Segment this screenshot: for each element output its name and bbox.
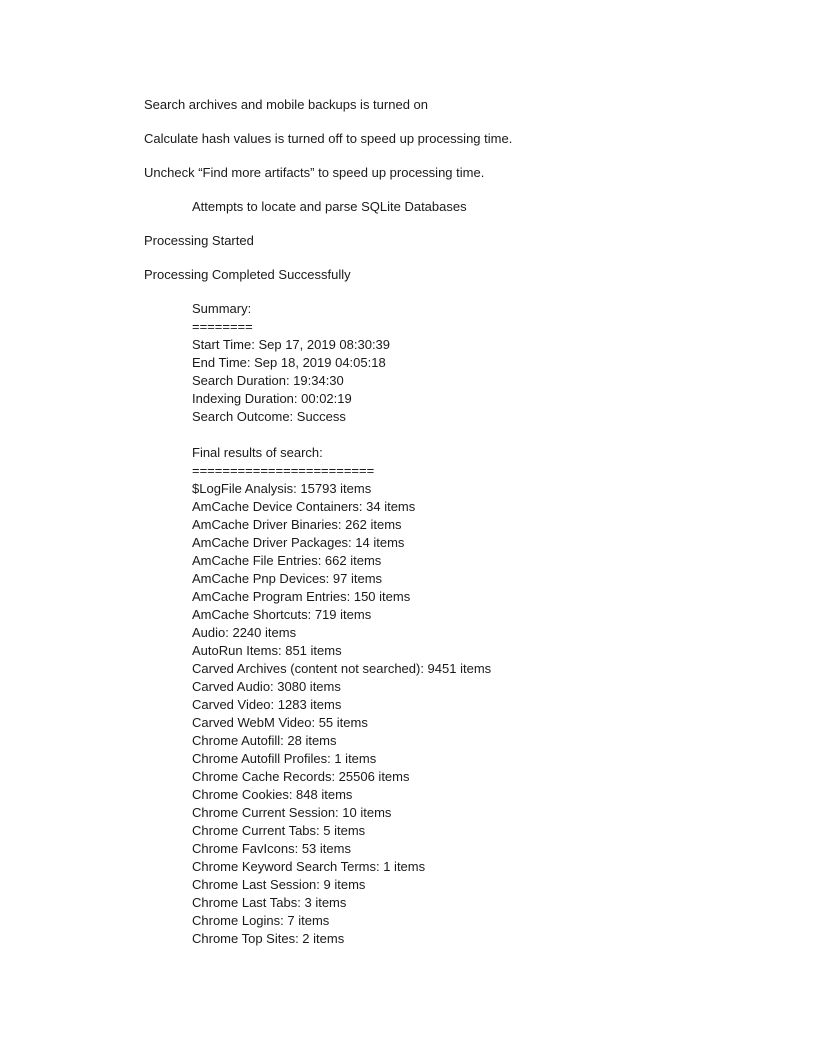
setting-archives-note: Search archives and mobile backups is turned on (144, 97, 428, 112)
result-item: Chrome Cache Records: 25506 items (192, 769, 410, 784)
result-item: Chrome Keyword Search Terms: 1 items (192, 859, 426, 874)
result-item: AmCache Shortcuts: 719 items (192, 607, 372, 622)
result-item: AmCache Driver Packages: 14 items (192, 535, 405, 550)
result-item: Carved Audio: 3080 items (192, 679, 341, 694)
result-item: AmCache Driver Binaries: 262 items (192, 517, 402, 532)
result-item: Chrome Logins: 7 items (192, 913, 330, 928)
result-item: Chrome Autofill: 28 items (192, 733, 337, 748)
summary-block (192, 300, 744, 426)
result-item: Chrome Current Session: 10 items (192, 805, 392, 820)
results-heading: Final results of search: (192, 445, 323, 460)
result-item: AutoRun Items: 851 items (192, 643, 342, 658)
result-item: Chrome Cookies: 848 items (192, 787, 353, 802)
setting-artifacts-note: Uncheck “Find more artifacts” to speed up processing time. (144, 165, 485, 180)
result-item: Chrome Top Sites: 2 items (192, 931, 345, 946)
result-item: Carved WebM Video: 55 items (192, 715, 368, 730)
result-item: Chrome Last Tabs: 3 items (192, 895, 347, 910)
processing-completed: Processing Completed Successfully (144, 267, 351, 282)
result-item: AmCache Pnp Devices: 97 items (192, 571, 383, 586)
result-item: AmCache Device Containers: 34 items (192, 499, 416, 514)
result-item: AmCache Program Entries: 150 items (192, 589, 411, 604)
summary-indexing-duration: Indexing Duration: 00:02:19 (192, 391, 352, 406)
summary-start-time: Start Time: Sep 17, 2019 08:30:39 (192, 337, 391, 352)
summary-heading: Summary: (192, 301, 252, 316)
result-item: $LogFile Analysis: 15793 items (192, 481, 372, 496)
results-rule: ======================== (192, 463, 375, 478)
document-page (144, 96, 744, 966)
result-item: Chrome Last Session: 9 items (192, 877, 366, 892)
result-item: AmCache File Entries: 662 items (192, 553, 382, 568)
summary-rule: ======== (192, 319, 253, 334)
results-block (192, 444, 744, 948)
summary-end-time: End Time: Sep 18, 2019 04:05:18 (192, 355, 386, 370)
setting-hash-note: Calculate hash values is turned off to speed up processing time. (144, 131, 513, 146)
result-item: Carved Video: 1283 items (192, 697, 342, 712)
result-item: Chrome Autofill Profiles: 1 items (192, 751, 377, 766)
summary-search-outcome: Search Outcome: Success (192, 409, 346, 424)
result-item: Chrome FavIcons: 53 items (192, 841, 351, 856)
result-item: Chrome Current Tabs: 5 items (192, 823, 366, 838)
result-item: Carved Archives (content not searched): 9451 items (192, 661, 492, 676)
processing-started: Processing Started (144, 233, 254, 248)
results-list (192, 480, 744, 948)
result-item: Audio: 2240 items (192, 625, 297, 640)
sqlite-note: Attempts to locate and parse SQLite Databases (192, 199, 467, 214)
summary-search-duration: Search Duration: 19:34:30 (192, 373, 344, 388)
